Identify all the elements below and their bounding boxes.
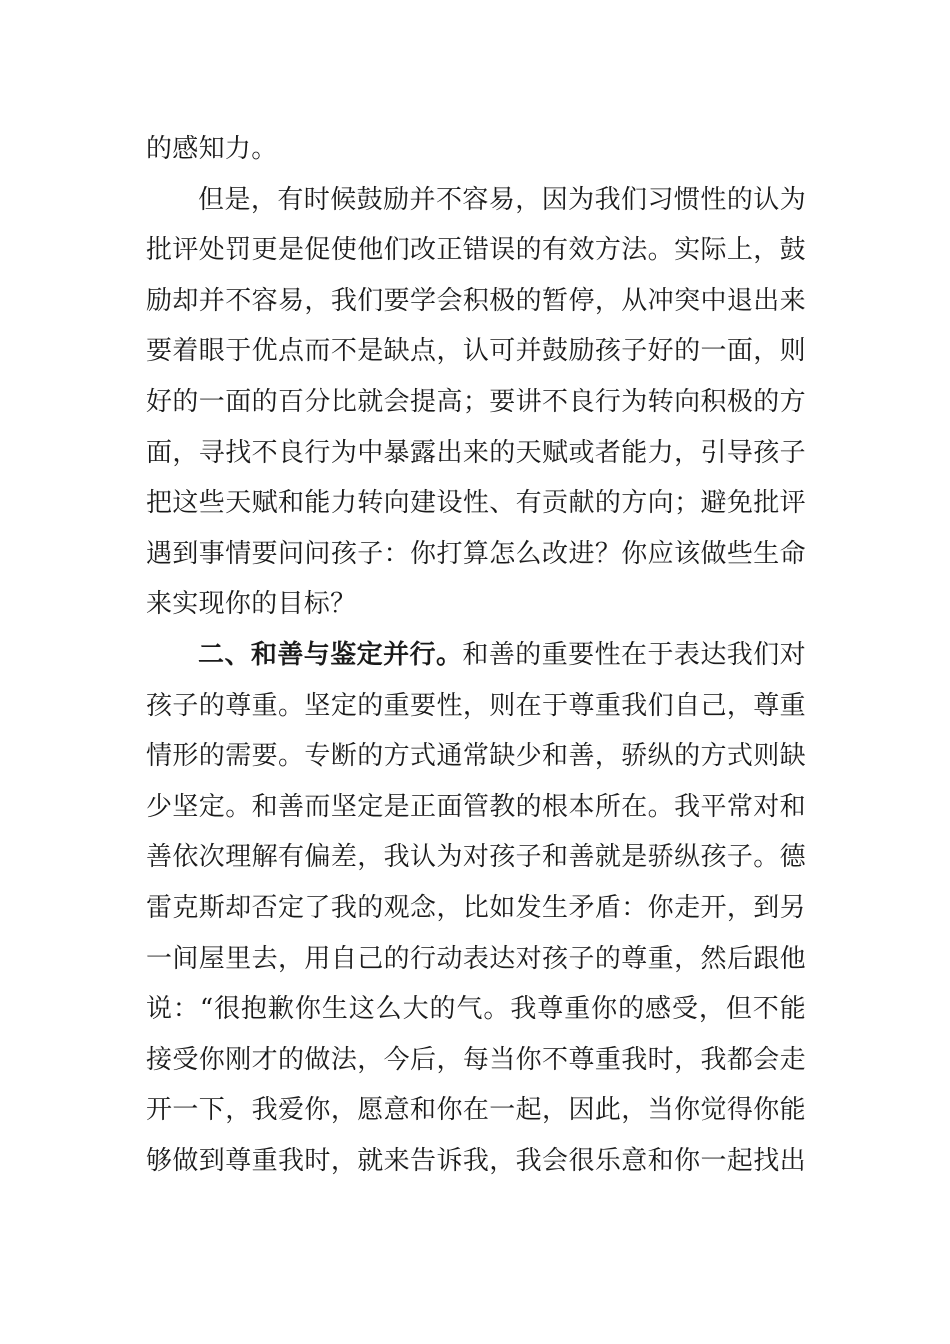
- text-line: [146, 630, 806, 681]
- text-line: 把这些天赋和能力转向建设性、有贡献的方向；避免批评: [146, 488, 806, 519]
- text-line: 够做到尊重我时，就来告诉我，我会很乐意和你一起找出: [146, 1145, 806, 1176]
- text-line: 面，寻找不良行为中暴露出来的天赋或者能力，引导孩子: [146, 437, 806, 468]
- text-line: 来实现你的目标？: [146, 589, 357, 620]
- paragraph: [146, 124, 806, 175]
- paragraph: [146, 175, 806, 630]
- text-line: 一间屋里去，用自己的行动表达对孩子的尊重，然后跟他: [146, 943, 806, 974]
- text-line: 好的一面的百分比就会提高；要讲不良行为转向积极的方: [146, 386, 806, 417]
- text-line: 情形的需要。专断的方式通常缺少和善，骄纵的方式则缺: [146, 741, 806, 772]
- section-heading: 二、和善与鉴定并行。: [198, 639, 463, 670]
- text-line: 开一下，我爱你，愿意和你在一起，因此，当你觉得你能: [146, 1095, 806, 1126]
- text-line: 的感知力。: [146, 134, 278, 164]
- text-line: 要着眼于优点而不是缺点，认可并鼓励孩子好的一面，则: [146, 336, 806, 367]
- text-line: 但是，有时候鼓励并不容易，因为我们习惯性的认为: [198, 184, 806, 215]
- text-line: 励却并不容易，我们要学会积极的暂停，从冲突中退出来: [146, 285, 806, 316]
- text-line: 孩子的尊重。坚定的重要性，则在于尊重我们自己，尊重: [146, 690, 806, 721]
- paragraph: [146, 630, 806, 1187]
- text-line: 接受你刚才的做法，今后，每当你不尊重我时，我都会走: [146, 1044, 806, 1075]
- text-line: 说：“很抱歉你生这么大的气。我尊重你的感受，但不能: [146, 994, 806, 1025]
- heading-line-text: 和善的重要性在于表达我们对: [462, 639, 806, 670]
- text-line: 批评处罚更是促使他们改正错误的有效方法。实际上，鼓: [146, 235, 806, 266]
- document-body: [146, 124, 806, 1186]
- text-line: 雷克斯却否定了我的观念，比如发生矛盾：你走开，到另: [146, 892, 806, 923]
- text-line: 遇到事情要问问孩子：你打算怎么改进？你应该做些生命: [146, 538, 806, 569]
- text-line: 善依次理解有偏差，我认为对孩子和善就是骄纵孩子。德: [146, 842, 806, 873]
- text-line: 少坚定。和善而坚定是正面管教的根本所在。我平常对和: [146, 791, 806, 822]
